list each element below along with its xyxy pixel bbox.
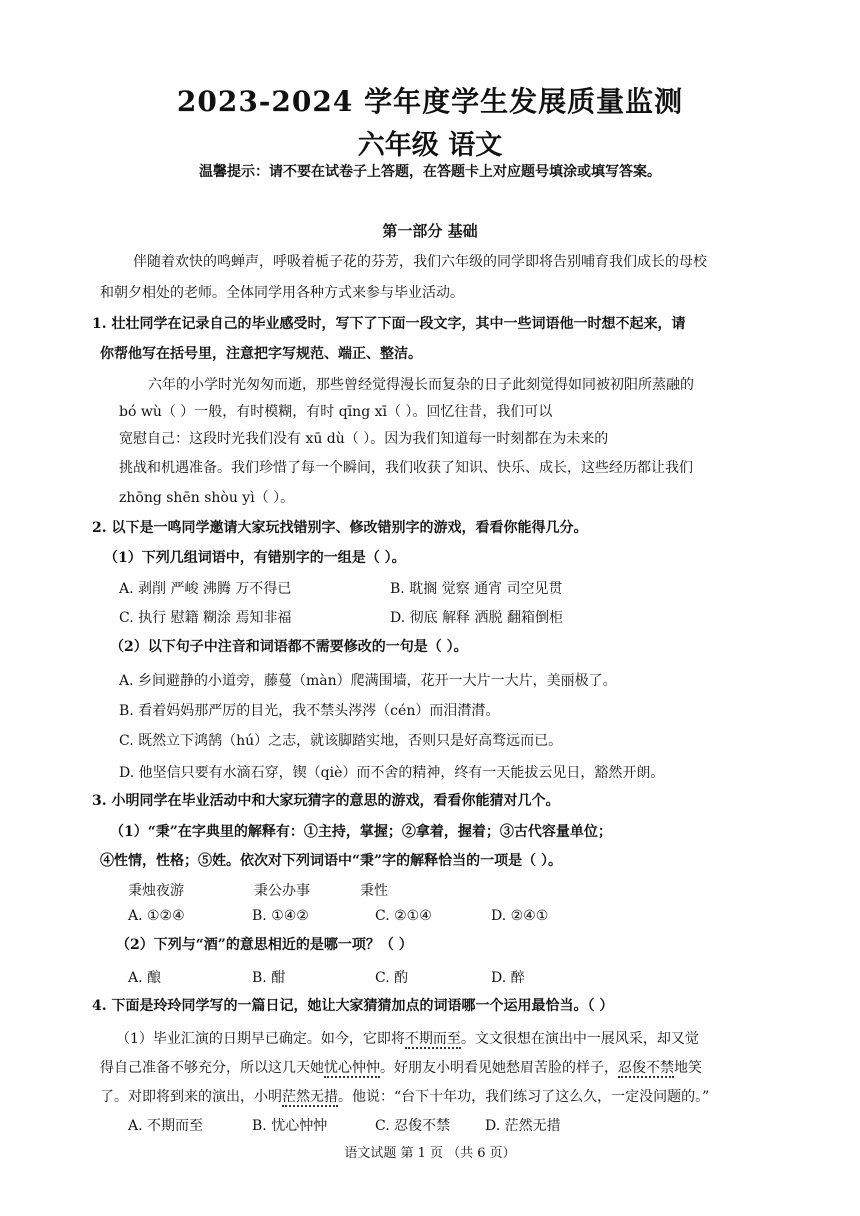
q4-dotted-word: 茫然无措 bbox=[282, 1089, 338, 1105]
q4-text: 。好朋友小明看见她愁眉苦脸的样子， bbox=[380, 1060, 618, 1076]
q3-sub2-option-a: A. 酿 bbox=[128, 970, 162, 986]
question-1-stem: 1. 壮壮同学在记录自己的毕业感受时，写下了下面一段文字，其中一些词语他一时想不起来，请 bbox=[92, 316, 686, 332]
q1-passage-line: 宽慰自己：这段时光我们没有 xū dù（ ）。因为我们知道每一时刻都在为未来的 bbox=[119, 431, 609, 447]
q4-dotted-word: 忧心忡忡 bbox=[324, 1060, 380, 1076]
q2-sub1-option-d: D. 彻底 解释 洒脱 翻箱倒柜 bbox=[390, 610, 563, 626]
q4-option-c: C. 忍俊不禁 bbox=[375, 1118, 451, 1134]
q4-passage-line bbox=[100, 1088, 709, 1106]
q1-passage-line: 挑战和机遇准备。我们珍惜了每一个瞬间，我们收获了知识、快乐、成长，这些经历都让我们 bbox=[119, 460, 693, 476]
question-2-stem: 2. 以下是一鸣同学邀请大家玩找错别字、修改错别字的游戏，看看你能得几分。 bbox=[92, 520, 588, 536]
section-title: 第一部分 基础 bbox=[382, 222, 478, 240]
page-footer: 语文试题 第 1 页 （共 6 页） bbox=[344, 1146, 516, 1161]
q3-word: 秉公办事 bbox=[254, 883, 310, 899]
q3-word: 秉烛夜游 bbox=[128, 883, 184, 899]
q3-sub2-option-c: C. 酌 bbox=[375, 970, 409, 986]
q3-sub1-option-d: D. ②④① bbox=[491, 908, 549, 924]
q2-sub2-option-b: B. 看着妈妈那严厉的目光，我不禁头涔涔（cén）而泪潸潸。 bbox=[119, 703, 500, 719]
q4-dotted-word: 忍俊不禁 bbox=[618, 1060, 674, 1076]
q4-option-d: D. 茫然无措 bbox=[485, 1118, 561, 1134]
q1-passage-line: 六年的小学时光匆匆而逝，那些曾经觉得漫长而复杂的日子此刻觉得如同被初阳所蒸融的 bbox=[148, 377, 694, 393]
q1-passage-line: zhōng shēn shòu yì（ ）。 bbox=[119, 490, 295, 506]
q4-passage-line bbox=[100, 1059, 702, 1077]
q3-sub2-option-b: B. 酣 bbox=[252, 970, 286, 986]
q2-sub2-option-d: D. 他坚信只要有水滴石穿，锲（qiè）而不舍的精神，终有一天能拔云见日，豁然开朗。 bbox=[119, 765, 665, 781]
q1-passage-line: bó wù（ ）一般，有时模糊，有时 qīng xī（ ）。回忆往昔，我们可以 bbox=[119, 404, 553, 420]
q4-text: 地笑 bbox=[674, 1060, 702, 1076]
exam-title: 2023-2024 学年度学生发展质量监测 bbox=[176, 85, 684, 118]
q4-text: 。他说：“台下十年功，我们练习了这么久，一定没问题的。” bbox=[338, 1089, 710, 1105]
q4-option-b: B. 忧心忡忡 bbox=[252, 1118, 328, 1134]
q3-sub1-stem: （1）“秉”在字典里的解释有：①主持，掌握；②拿着，握着；③古代容量单位； bbox=[110, 824, 612, 840]
q2-sub2-option-a: A. 乡间避静的小道旁，藤蔓（màn）爬满围墙，花开一大片一大片，美丽极了。 bbox=[119, 673, 617, 689]
q2-sub1-option-c: C. 执行 慰籍 糊涂 焉知非福 bbox=[119, 610, 292, 626]
question-4-stem: 4. 下面是玲玲同学写的一篇日记，她让大家猜猜加点的词语哪一个运用最恰当。（ ） bbox=[92, 998, 614, 1014]
intro-line: 和朝夕相处的老师。全体同学用各种方式来参与毕业活动。 bbox=[100, 285, 464, 301]
q3-sub1-stem: ④性情，性格；⑤姓。依次对下列词语中“秉”字的解释恰当的一项是（ ）。 bbox=[100, 853, 562, 869]
q3-sub2-option-d: D. 醉 bbox=[491, 970, 525, 986]
q4-text: （1）毕业汇演的日期早已确定。如今，它即将 bbox=[116, 1031, 405, 1047]
exam-tip: 温馨提示：请不要在试卷子上答题，在答题卡上对应题号填涂或填写答案。 bbox=[199, 164, 661, 180]
q4-passage-line bbox=[116, 1030, 699, 1048]
question-3-stem: 3. 小明同学在毕业活动中和大家玩猜字的意思的游戏，看看你能猜对几个。 bbox=[92, 793, 560, 809]
q2-sub1-option-a: A. 剥削 严峻 沸腾 万不得已 bbox=[119, 581, 292, 597]
exam-subtitle: 六年级 语文 bbox=[357, 130, 503, 161]
q4-text: 。文文很想在演出中一展风采，却又觉 bbox=[460, 1031, 699, 1047]
q2-sub2-stem: （2）以下句子中注音和词语都不需要修改的一句是（ ）。 bbox=[110, 639, 468, 655]
q4-text: 了。对即将到来的演出，小明 bbox=[100, 1089, 282, 1105]
q4-option-a: A. 不期而至 bbox=[128, 1118, 204, 1134]
q2-sub1-stem: （1）下列几组词语中，有错别字的一组是（ ）。 bbox=[104, 550, 406, 566]
question-1-stem: 你帮他写在括号里，注意把字写规范、端正、整洁。 bbox=[100, 346, 422, 362]
q3-word: 秉性 bbox=[360, 883, 388, 899]
q3-sub2-stem: （2）下列与“酒”的意思相近的是哪一项？（ ） bbox=[116, 937, 413, 953]
q4-text: 得自己准备不够充分，所以这几天她 bbox=[100, 1060, 324, 1076]
q3-sub1-option-a: A. ①②④ bbox=[128, 908, 185, 924]
q4-dotted-word: 不期而至 bbox=[404, 1031, 461, 1047]
q3-sub1-option-c: C. ②①④ bbox=[375, 908, 432, 924]
q2-sub2-option-c: C. 既然立下鸿鹄（hú）之志，就该脚踏实地，否则只是好高骛远而已。 bbox=[119, 733, 563, 749]
intro-line: 伴随着欢快的鸣蝉声，呼吸着栀子花的芬芳，我们六年级的同学即将告别哺育我们成长的母校 bbox=[133, 254, 707, 270]
q3-sub1-option-b: B. ①④② bbox=[252, 908, 309, 924]
q2-sub1-option-b: B. 耽搁 觉察 通宵 司空见贯 bbox=[390, 581, 563, 597]
